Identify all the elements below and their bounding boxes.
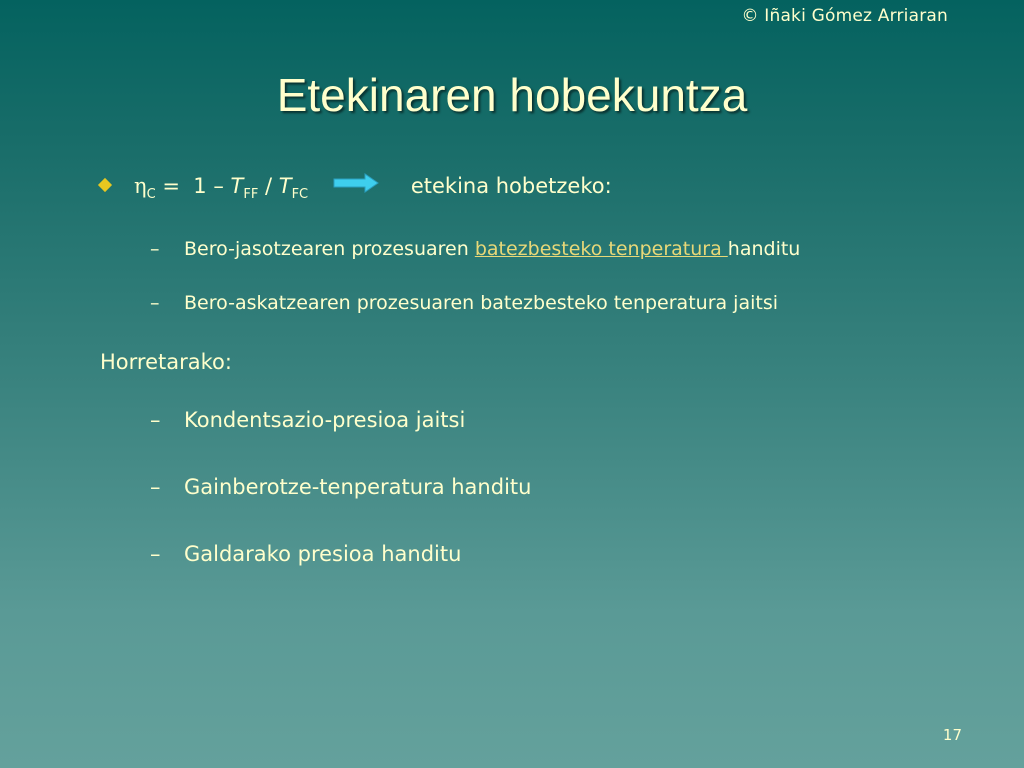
- horretarako-heading: Horretarako:: [100, 350, 232, 374]
- list-item: [150, 238, 800, 260]
- dash-bullet: –: [150, 475, 161, 499]
- formula-slash: /: [258, 174, 279, 198]
- formula-t-fc-subscript: FC: [291, 187, 309, 202]
- list-item: [150, 475, 531, 499]
- list-item: [150, 542, 461, 566]
- list-item-text-before: Bero-jasotzearen prozesuaren: [184, 238, 475, 260]
- diamond-bullet-icon: [98, 178, 112, 192]
- formula-t-ff: T: [230, 174, 244, 198]
- list-item: [150, 408, 465, 432]
- list-item-text: Kondentsazio-presioa jaitsi: [184, 408, 466, 432]
- formula-t-fc: T: [278, 174, 292, 198]
- dash-bullet: –: [150, 408, 161, 432]
- dash-bullet: –: [150, 542, 161, 566]
- formula-line: [100, 174, 612, 202]
- eta-symbol: η: [134, 174, 147, 198]
- improve-efficiency-label: etekina hobetzeko:: [410, 174, 612, 198]
- list-item-text: Galdarako presioa handitu: [184, 542, 462, 566]
- slide-title: Etekinaren hobekuntza: [276, 69, 748, 121]
- copyright-text: © Iñaki Gómez Arriaran: [741, 6, 948, 26]
- page-number: 17: [942, 726, 962, 744]
- list-item: [150, 292, 778, 314]
- formula-t-ff-subscript: FF: [243, 187, 259, 202]
- dash-bullet: –: [150, 292, 160, 314]
- list-item-text: Gainberotze-tenperatura handitu: [184, 475, 532, 499]
- average-temperature-link[interactable]: batezbesteko tenperatura: [474, 238, 728, 260]
- eta-subscript: C: [146, 187, 156, 202]
- dash-bullet: –: [150, 238, 160, 260]
- list-item-text: Bero-askatzearen prozesuaren batezbesteko tenperatura jaitsi: [184, 292, 779, 314]
- formula-equals: = 1 –: [155, 174, 231, 198]
- right-arrow-icon: [333, 173, 379, 198]
- list-item-text-after: handitu: [727, 238, 801, 260]
